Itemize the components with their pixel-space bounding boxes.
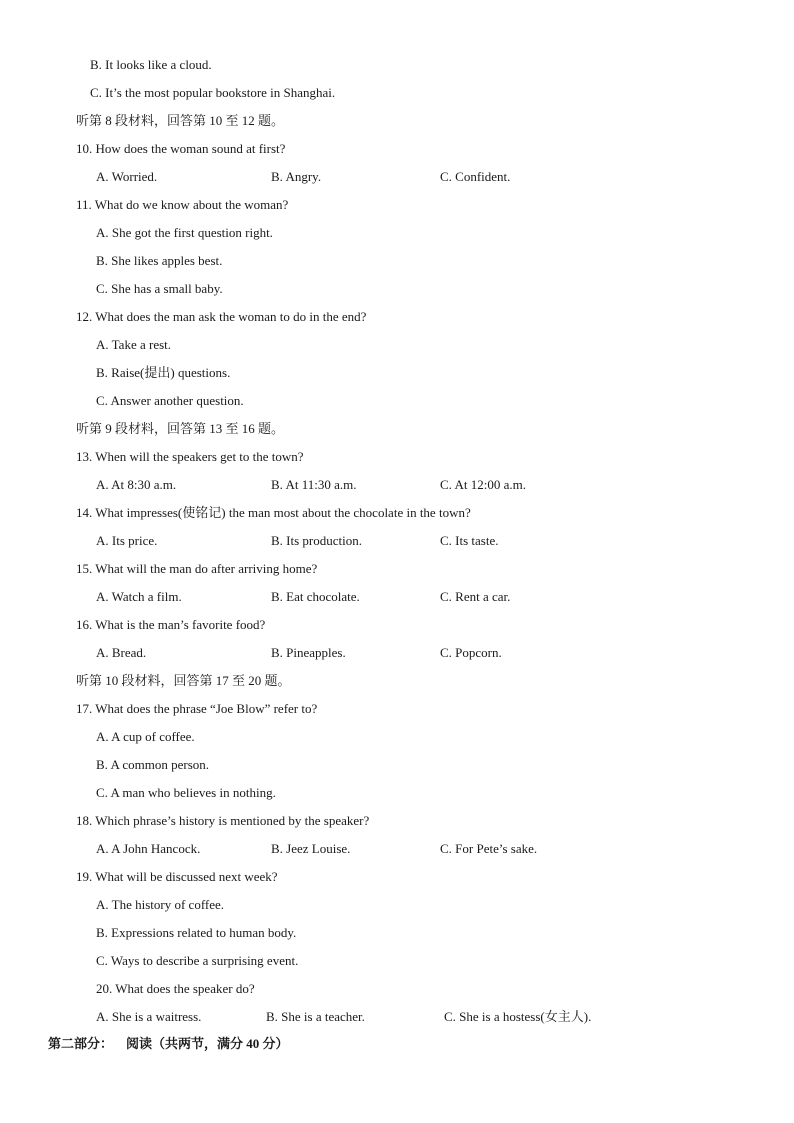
question: 12. What does the man ask the woman to do in the end?: [76, 309, 367, 324]
question: 13. When will the speakers get to the town?: [76, 449, 304, 464]
option-c: C. For Pete’s sake.: [440, 841, 538, 856]
option-a: A. At 8:30 a.m.: [96, 477, 177, 492]
option-line: A. She got the first question right.: [96, 225, 273, 240]
option-a: A. Worried.: [96, 169, 158, 184]
option-c: C. Confident.: [440, 169, 511, 184]
question: 20. What does the speaker do?: [96, 981, 255, 996]
option-line: B. Expressions related to human body.: [96, 925, 297, 940]
option-a: A. Watch a film.: [96, 589, 182, 604]
option-a: A. Bread.: [96, 645, 147, 660]
option-a: A. A John Hancock.: [96, 841, 201, 856]
option-line: A. A cup of coffee.: [96, 729, 195, 744]
option-line: A. Take a rest.: [96, 337, 172, 352]
question: 16. What is the man’s favorite food?: [76, 617, 266, 632]
option-line: B. It looks like a cloud.: [90, 57, 212, 72]
option-line: C. It’s the most popular bookstore in Shanghai.: [90, 85, 336, 100]
option-b: B. Its production.: [271, 533, 362, 548]
option-a: A. Its price.: [96, 533, 158, 548]
section-heading: 听第 10 段材料，回答第 17 至 20 题。: [76, 673, 291, 688]
question: 10. How does the woman sound at first?: [76, 141, 286, 156]
option-c: C. Rent a car.: [440, 589, 511, 604]
option-c: C. She is a hostess(女主人).: [444, 1009, 592, 1024]
question: 19. What will be discussed next week?: [76, 869, 278, 884]
question: 17. What does the phrase “Joe Blow” refer to?: [76, 701, 318, 716]
question: 18. Which phrase’s history is mentioned by the speaker?: [76, 813, 370, 828]
option-c: C. Its taste.: [440, 533, 499, 548]
option-b: B. Pineapples.: [271, 645, 346, 660]
option-line: B. She likes apples best.: [96, 253, 223, 268]
option-line: A. The history of coffee.: [96, 897, 225, 912]
option-line: C. A man who believes in nothing.: [96, 785, 276, 800]
option-b: B. At 11:30 a.m.: [271, 477, 357, 492]
question: 11. What do we know about the woman?: [76, 197, 289, 212]
option-c: C. At 12:00 a.m.: [440, 477, 526, 492]
part-heading: 第二部分： 阅读（共两节，满分 40 分）: [48, 1036, 289, 1051]
option-line: C. She has a small baby.: [96, 281, 223, 296]
option-line: C. Ways to describe a surprising event.: [96, 953, 299, 968]
option-b: B. She is a teacher.: [266, 1009, 365, 1024]
section-heading: 听第 8 段材料，回答第 10 至 12 题。: [76, 113, 285, 128]
section-heading: 听第 9 段材料，回答第 13 至 16 题。: [76, 421, 285, 436]
question: 14. What impresses(使铭记) the man most about the chocolate in the town?: [76, 505, 471, 520]
option-line: B. A common person.: [96, 757, 210, 772]
question: 15. What will the man do after arriving home?: [76, 561, 318, 576]
option-b: B. Eat chocolate.: [271, 589, 360, 604]
option-line: B. Raise(提出) questions.: [96, 365, 231, 380]
option-line: C. Answer another question.: [96, 393, 244, 408]
option-a: A. She is a waitress.: [96, 1009, 202, 1024]
option-b: B. Angry.: [271, 169, 322, 184]
option-c: C. Popcorn.: [440, 645, 502, 660]
option-b: B. Jeez Louise.: [271, 841, 351, 856]
